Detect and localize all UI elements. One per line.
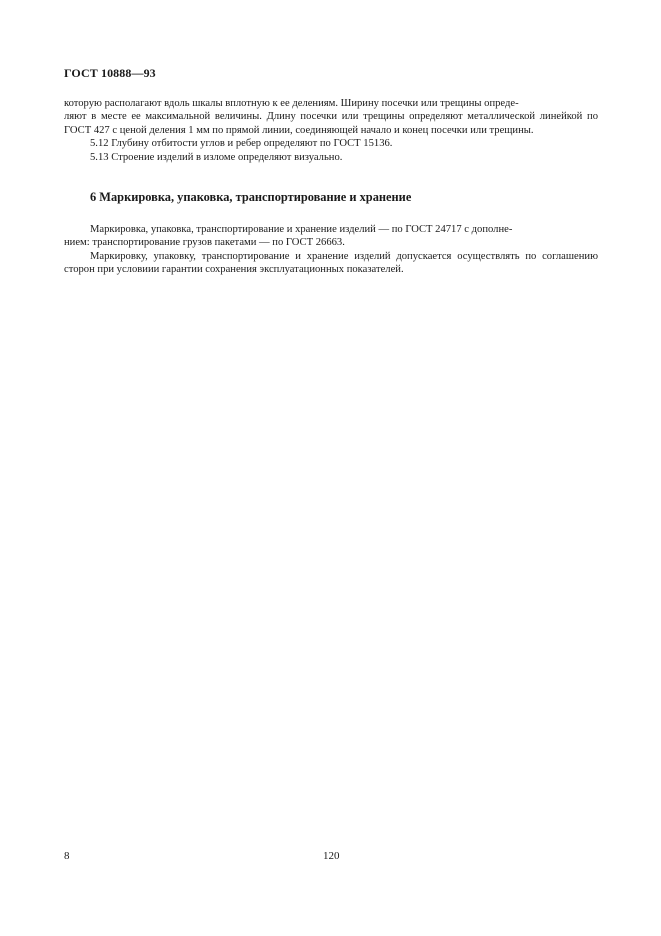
paragraph-continuation bbox=[64, 97, 598, 137]
continuation-line-2: ляют в месте ее максимальной величины. Длину посечки или трещины определяют металлической линейкой по ГОСТ 427 с ценой деления 1 мм по прямой линии, соединяющей начало и конец посечки или трещины. bbox=[64, 111, 598, 136]
document-header: ГОСТ 10888—93 bbox=[64, 66, 156, 80]
section-6-body bbox=[64, 223, 598, 277]
page-number: 8 bbox=[64, 850, 70, 862]
paragraph-1-line-1: Маркировка, упаковка, транспортирование и хранение изделий — по ГОСТ 24717 с дополне- bbox=[90, 224, 513, 235]
section-6-heading: 6 Маркировка, упаковка, транспортирование и хранение bbox=[90, 190, 412, 204]
item-5-12: 5.12 Глубину отбитости углов и ребер определяют по ГОСТ 15136. bbox=[90, 138, 393, 150]
item-5-13: 5.13 Строение изделий в изломе определяют визуально. bbox=[90, 151, 343, 163]
section-6-paragraph-1 bbox=[64, 223, 598, 250]
folio-number: 120 bbox=[323, 850, 340, 862]
continuation-line-1: которую располагают вдоль шкалы вплотную к ее делениям. Ширину посечки или трещины опреде- bbox=[64, 98, 519, 109]
section-5-continuation bbox=[64, 97, 598, 164]
section-6-paragraph-2: Маркировку, упаковку, транспортирование и хранение изделий допускается осуществлять по соглашению сторон при условиии гарантии сохранения эксплуатационных показателей. bbox=[64, 250, 598, 276]
paragraph-1-line-2: нием: транспортирование грузов пакетами — по ГОСТ 26663. bbox=[64, 237, 345, 249]
